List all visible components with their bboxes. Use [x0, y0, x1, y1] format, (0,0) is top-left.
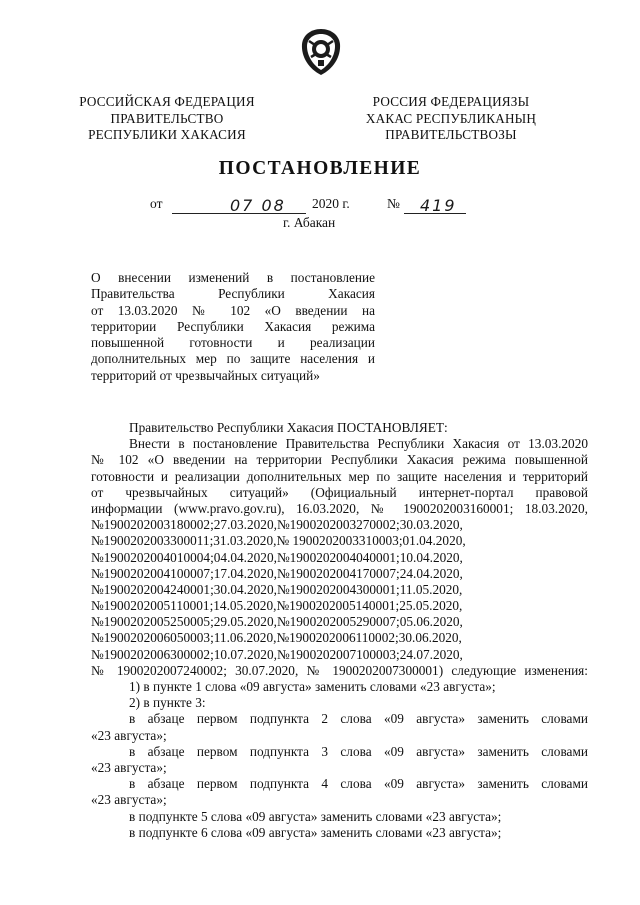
registry-cell: №	[276, 581, 290, 597]
registry-cell: 11.06.2020,	[213, 630, 277, 646]
registry-cell: №	[276, 517, 290, 533]
registry-cell: 1900202004300001;	[289, 581, 400, 597]
body-line: готовности и реализации дополнительных мер по защите населения и территорий	[91, 468, 588, 484]
handwritten-date: 07 08	[230, 196, 286, 215]
registry-cell: №	[91, 614, 104, 630]
body-line: № 102 «О введении на территории Республики Хакасия режима повышенной	[91, 452, 588, 468]
registry-cell: 30.03.2020,	[399, 517, 463, 533]
registry-cell: №	[276, 614, 290, 630]
registry-cell: №	[91, 630, 104, 646]
registry-cell: №	[276, 598, 290, 614]
registry-cell: 05.06.2020,	[399, 614, 463, 630]
body-line: в абзаце первом подпункта 2 слова «09 августа» заменить словами	[129, 711, 588, 727]
subject-line: от 13.03.2020 № 102 «О введении на	[91, 302, 375, 318]
registry-row	[91, 630, 588, 646]
registry-cell: № 1900202003310003;	[276, 533, 403, 549]
registry-row	[91, 647, 588, 663]
registry-cell: №	[276, 646, 290, 662]
subject-line: территории Республики Хакасия режима	[91, 318, 375, 334]
registry-cell: №	[91, 565, 104, 581]
registry-row	[91, 533, 588, 549]
registry-cell: 17.04.2020,	[213, 565, 277, 581]
registry-cell: 1900202004240001;	[103, 581, 214, 597]
registry-cell: 10.04.2020,	[399, 549, 463, 565]
registry-cell: 10.07.2020,	[213, 646, 277, 662]
header-right	[336, 94, 566, 144]
registry-cell: 04.04.2020,	[213, 549, 277, 565]
body-line: информации (www.pravo.gov.ru), 16.03.2020, № 1900202003160001; 18.03.2020,	[91, 500, 588, 516]
body-line: в подпункте 6 слова «09 августа» заменить словами «23 августа»;	[129, 824, 502, 840]
body-line: «23 августа»;	[91, 727, 167, 743]
registry-cell: №	[91, 646, 104, 662]
registry-cell: 1900202005110001;	[103, 598, 214, 614]
registry-cell: 31.03.2020,	[213, 533, 277, 549]
header-left-line: РОССИЙСКАЯ ФЕДЕРАЦИЯ	[79, 94, 255, 109]
registry-cell: 1900202004100007;	[103, 565, 214, 581]
registry-cell: №	[91, 549, 104, 565]
header-left	[52, 94, 282, 144]
registry-row	[91, 550, 588, 566]
subject-line: О внесении изменений в постановление	[91, 270, 375, 285]
registry-cell: 1900202006300002;	[103, 646, 214, 662]
year-label: 2020 г.	[312, 196, 350, 211]
registry-row	[91, 566, 588, 582]
registry-row	[91, 598, 588, 614]
registry-cell: №	[276, 565, 290, 581]
header-left-line: ПРАВИТЕЛЬСТВО	[110, 110, 224, 126]
registry-cell: 1900202004170007;	[289, 565, 400, 581]
registry-row	[91, 517, 588, 533]
document-subject	[91, 270, 375, 384]
registry-cell: №	[276, 549, 290, 565]
registry-row	[91, 582, 588, 598]
registry-cell: №	[91, 533, 104, 549]
registry-cell: 11.05.2020,	[399, 581, 463, 597]
registry-cell: 30.06.2020,	[398, 630, 462, 646]
registry-row	[91, 614, 588, 630]
subject-line: Правительства Республики Хакасия	[91, 286, 375, 302]
registry-cell: 14.05.2020,	[213, 598, 277, 614]
registry-cell: 1900202005290007;	[289, 614, 400, 630]
body-line: «23 августа»;	[91, 759, 167, 775]
registry-cell: 24.04.2020,	[399, 565, 463, 581]
body-line: в абзаце первом подпункта 3 слова «09 августа» заменить словами	[129, 743, 588, 759]
registry-cell: 27.03.2020,	[213, 517, 277, 533]
city-label: г. Абакан	[283, 215, 336, 230]
body-line: в подпункте 5 слова «09 августа» заменить словами «23 августа»;	[129, 808, 502, 824]
registry-cell: 1900202005250005;	[103, 614, 214, 630]
document-body	[91, 420, 588, 841]
registry-cell: №	[91, 517, 104, 533]
header-right-line: РОССИЯ ФЕДЕРАЦИЯЗЫ	[372, 94, 530, 109]
registry-cell: 25.05.2020,	[399, 598, 463, 614]
body-line: от чрезвычайных ситуаций» (Официальный интернет-портал правовой	[91, 484, 588, 500]
header-left-line: РЕСПУБЛИКИ ХАКАСИЯ	[88, 127, 246, 142]
registry-cell: 1900202003180002;	[103, 517, 214, 533]
registry-cell: 1900202005140001;	[289, 598, 400, 614]
registry-cell: 1900202004040001;	[289, 549, 400, 565]
registry-cell: 1900202003270002;	[289, 517, 400, 533]
registry-cell: 1900202004010004;	[103, 549, 214, 565]
body-line: «23 августа»;	[91, 792, 167, 808]
registry-cell: 30.04.2020,	[213, 581, 277, 597]
body-line: в абзаце первом подпункта 4 слова «09 августа» заменить словами	[129, 776, 588, 792]
body-line: Внести в постановление Правительства Республики Хакасия от 13.03.2020	[129, 436, 588, 452]
registry-cell: 01.04.2020,	[402, 533, 466, 549]
decree-line: Правительство Республики Хакасия ПОСТАНОВЛЯЕТ:	[129, 420, 448, 435]
registry-cell: 1900202006050003;	[103, 630, 214, 646]
body-line: № 1900202007240002; 30.07.2020, № 1900202007300001) следующие изменения:	[91, 662, 588, 678]
document-title: ПОСТАНОВЛЕНИЕ	[218, 158, 422, 179]
registry-cell: №	[91, 598, 104, 614]
header-right-line: ХАКАС РЕСПУБЛИКАНЫҢ	[365, 110, 537, 126]
registry-cell: 1900202003300011;	[103, 533, 214, 549]
coat-of-arms-icon	[297, 27, 345, 77]
header-right-line: ПРАВИТЕЛЬСТВОЗЫ	[385, 127, 517, 142]
registry-cell: 1900202007100003;	[289, 646, 400, 662]
registry-cell: 24.07.2020,	[399, 646, 463, 662]
subject-line: дополнительных мер по защите населения и	[91, 351, 375, 367]
number-label: №	[387, 196, 400, 211]
registry-cell: №	[276, 630, 290, 646]
registry-cell: 29.05.2020,	[213, 614, 277, 630]
from-label: от	[150, 196, 163, 211]
list-item: 1) в пункте 1 слова «09 августа» заменить словами «23 августа»;	[129, 679, 496, 694]
subject-line: повышенной готовности и реализации	[91, 335, 375, 351]
subject-line: территорий от чрезвычайных ситуаций»	[91, 367, 320, 383]
registry-cell: 1900202006110002;	[289, 630, 399, 646]
handwritten-number: 419	[420, 196, 457, 215]
list-item: 2) в пункте 3:	[129, 695, 206, 711]
registry-cell: №	[91, 581, 104, 597]
